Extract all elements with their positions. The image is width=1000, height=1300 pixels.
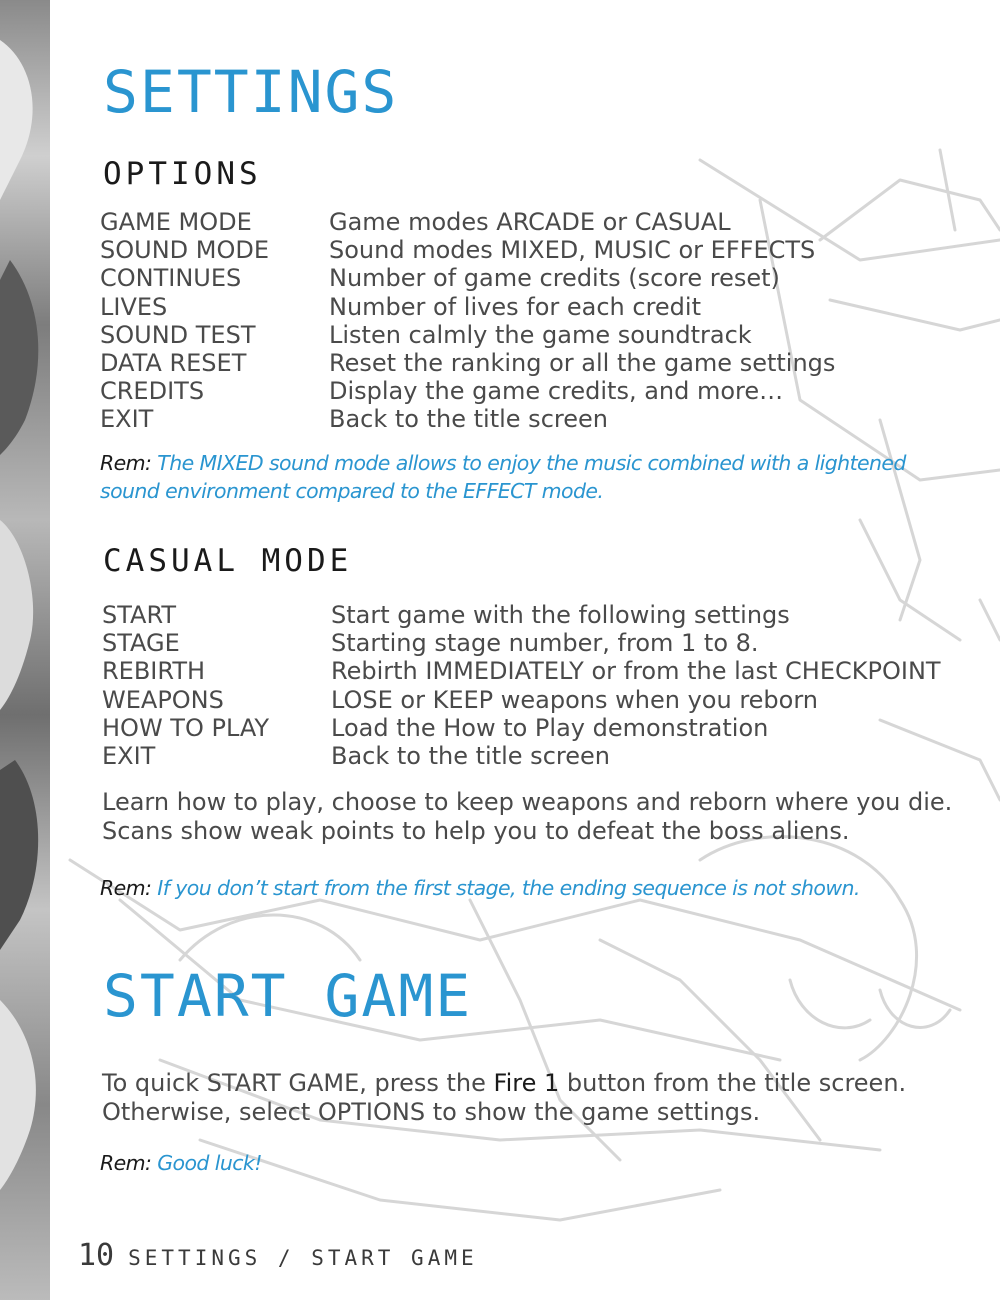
- option-description: Display the game credits, and more…: [329, 377, 784, 406]
- option-name: CREDITS: [100, 377, 205, 406]
- start-game-remark: [100, 1149, 262, 1177]
- settings-title: SETTINGS: [103, 58, 399, 126]
- instruction-text: To quick START GAME, press the: [102, 1069, 494, 1097]
- casual-row: [102, 657, 941, 685]
- casual-option-name: EXIT: [102, 742, 156, 771]
- remark-text-line2: sound environment compared to the EFFECT mode.: [100, 479, 604, 503]
- remark-label: Rem:: [100, 876, 152, 900]
- casual-description-line1: Learn how to play, choose to keep weapons and reborn where you die.: [102, 788, 953, 816]
- options-row: [100, 208, 835, 236]
- start-game-title: START GAME: [103, 962, 473, 1030]
- casual-mode-list: [102, 601, 941, 770]
- options-heading: OPTIONS: [103, 156, 262, 192]
- options-row: [100, 405, 835, 433]
- options-list: [100, 208, 835, 434]
- casual-row: [102, 601, 941, 629]
- remark-text: Good luck!: [157, 1151, 262, 1175]
- option-description: Listen calmly the game soundtrack: [329, 320, 752, 349]
- remark-text-line1: The MIXED sound mode allows to enjoy the music combined with a lightened: [157, 451, 906, 475]
- footer-section-title: SETTINGS / START GAME: [128, 1246, 478, 1270]
- instruction-text-end: button from the title screen.: [559, 1069, 907, 1097]
- casual-option-description: Start game with the following settings: [331, 601, 790, 629]
- casual-mode-remark: [100, 874, 860, 902]
- option-name: GAME MODE: [100, 208, 252, 236]
- fire-1-button-name: Fire 1: [493, 1069, 560, 1097]
- side-artwork: [0, 0, 50, 1300]
- option-name: SOUND MODE: [100, 236, 269, 265]
- option-description: Number of game credits (score reset): [329, 264, 780, 293]
- casual-option-description: Back to the title screen: [331, 742, 610, 771]
- instruction-line2: Otherwise, select OPTIONS to show the game settings.: [102, 1097, 761, 1126]
- casual-mode-description: [102, 788, 952, 845]
- casual-row: [102, 714, 941, 742]
- options-row: [100, 321, 835, 349]
- option-name: CONTINUES: [100, 264, 242, 293]
- casual-option-name: HOW TO PLAY: [102, 713, 270, 742]
- remark-text: If you don’t start from the first stage, the ending sequence is not shown.: [157, 876, 860, 900]
- casual-row: [102, 686, 941, 714]
- casual-option-description: Load the How to Play demonstration: [331, 713, 769, 742]
- options-row: [100, 264, 835, 292]
- page-number: 10: [78, 1238, 115, 1273]
- casual-row: [102, 629, 941, 657]
- casual-option-name: WEAPONS: [102, 685, 224, 714]
- remark-label: Rem:: [100, 1151, 152, 1175]
- casual-option-description: Starting stage number, from 1 to 8.: [331, 629, 759, 658]
- casual-option-name: REBIRTH: [102, 657, 206, 686]
- start-game-instructions: [102, 1069, 906, 1126]
- casual-option-description: LOSE or KEEP weapons when you reborn: [331, 685, 818, 714]
- options-row: [100, 236, 835, 264]
- option-name: DATA RESET: [100, 349, 247, 378]
- side-artwork-strip: [0, 0, 50, 1300]
- casual-option-name: STAGE: [102, 629, 180, 658]
- casual-option-description: Rebirth IMMEDIATELY or from the last CHECKPOINT: [331, 657, 941, 686]
- option-name: SOUND TEST: [100, 320, 256, 349]
- casual-option-name: START: [102, 601, 177, 629]
- options-row: [100, 349, 835, 377]
- options-row: [100, 293, 835, 321]
- option-description: Number of lives for each credit: [329, 292, 701, 321]
- remark-label: Rem:: [100, 451, 152, 475]
- option-description: Reset the ranking or all the game settings: [329, 349, 836, 378]
- option-description: Game modes ARCADE or CASUAL: [329, 208, 731, 236]
- page-footer: [78, 1238, 478, 1273]
- option-description: Back to the title screen: [329, 405, 608, 434]
- options-remark: [100, 449, 906, 505]
- option-description: Sound modes MIXED, MUSIC or EFFECTS: [329, 236, 816, 265]
- casual-mode-heading: CASUAL MODE: [103, 543, 353, 579]
- casual-row: [102, 742, 941, 770]
- options-row: [100, 377, 835, 405]
- option-name: EXIT: [100, 405, 154, 434]
- option-name: LIVES: [100, 292, 168, 321]
- casual-description-line2: Scans show weak points to help you to defeat the boss aliens.: [102, 816, 850, 845]
